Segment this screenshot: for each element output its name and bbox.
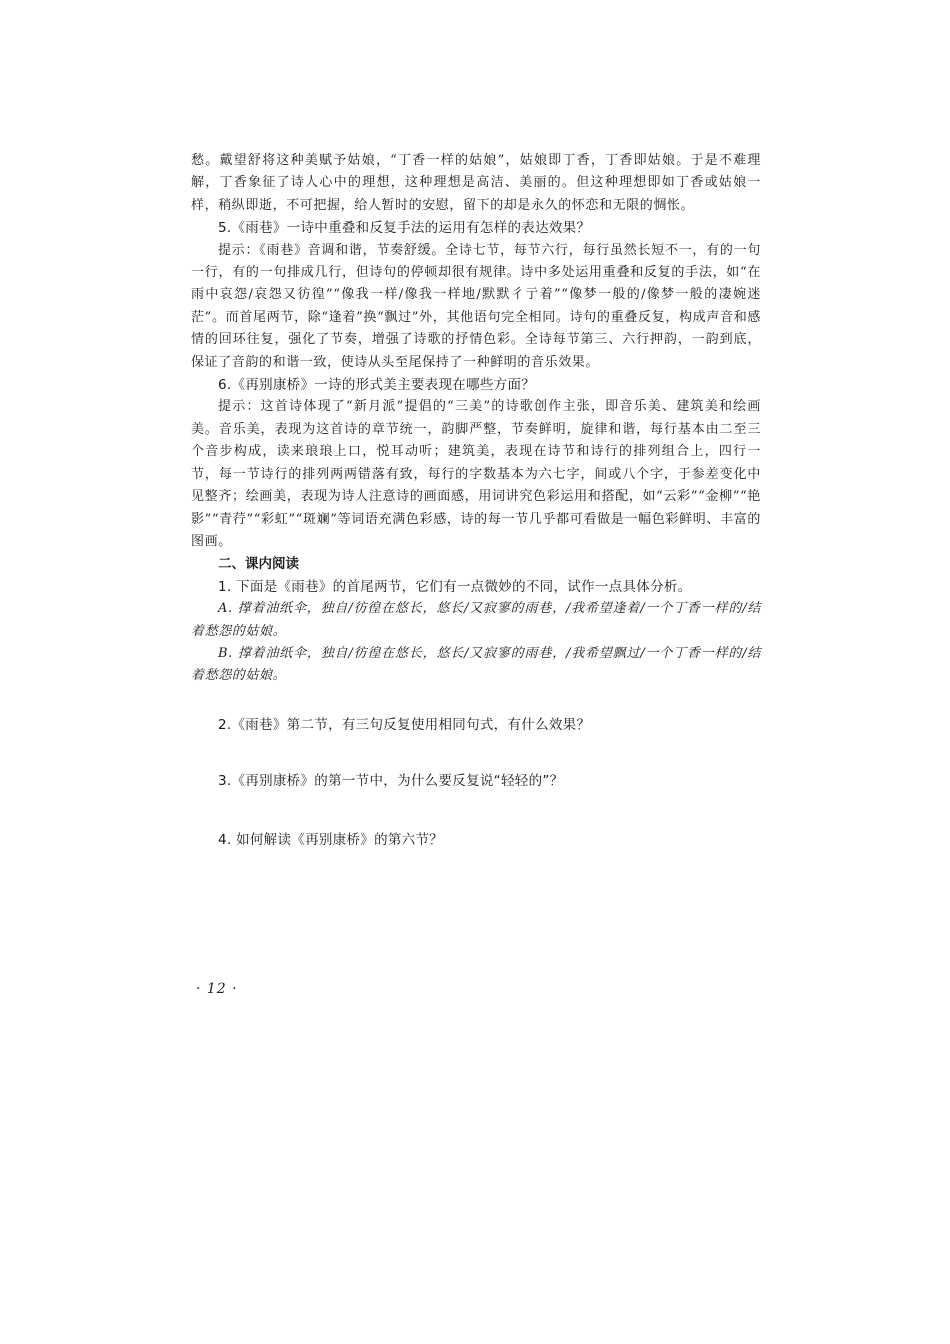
continuation-paragraph: 愁。戴望舒将这种美赋予姑娘，“丁香一样的姑娘”，姑娘即丁香，丁香即姑娘。于是不难理解，丁香象征了诗人心中的理想，这种理想是高洁、美丽的。但这种理想即如丁香或姑娘一样，稍纵即逝，不可把握，给人暂时的安慰，留下的却是永久的怀恋和无限的惆怅。 — [191, 153, 761, 213]
page-number: · 12 · — [196, 981, 238, 997]
answer-space-1 — [191, 688, 761, 714]
reading-question-1: 1. 下面是《雨巷》的首尾两节，它们有一点微妙的不同，试作一点具体分析。 — [218, 578, 692, 595]
option-b: B. 撑着油纸伞，独自/彷徨在悠长，悠长/又寂寥的雨巷，/我希望飘过/一个丁香一样的/结着愁怨的姑娘。 — [191, 645, 761, 684]
reading-question-4: 4. 如何解读《再别康桥》的第六节？ — [218, 831, 444, 848]
reading-question-3: 3.《再别康桥》的第一节中，为什么要反复说“轻轻的”？ — [218, 773, 564, 790]
answer-space-2 — [191, 736, 761, 770]
reading-question-2: 2.《雨巷》第二节，有三句反复使用相同句式，有什么效果？ — [218, 716, 591, 733]
section-title-in-class-reading: 二、课内阅读 — [218, 556, 299, 573]
question-6: 6.《再别康桥》一诗的形式美主要表现在哪些方面？ — [218, 377, 536, 394]
hint-6: 提示：这首诗体现了“新月派”提倡的“三美”的诗歌创作主张，即音乐美、建筑美和绘画美。音乐美，表现为这首诗的章节统一，韵脚严整，节奏鲜明，旋律和谐，每行基本由二至三个音步构成，读来琅琅上口，悦耳动听；建筑美，表现在诗节和诗行的排列组合上，四行一节，每一节诗行的排列两两错落有致，每行的字数基本为六七字，间或八个字，于参差变化中见整齐；绘画美，表现为诗人注意诗的画面感，用词讲究色彩运用和搭配，如“云彩”“金柳”“艳影”“青荇”“彩虹”“斑斓”等词语充满色彩感，诗的每一节几乎都可看做是一幅色彩鲜明、丰富的图画。 — [191, 399, 761, 549]
question-5: 5.《雨巷》一诗中重叠和反复手法的运用有怎样的表达效果？ — [218, 220, 591, 237]
answer-space-3 — [191, 793, 761, 829]
hint-5: 提示：《雨巷》音调和谐，节奏舒缓。全诗七节，每节六行，每行虽然长短不一，有的一句一行，有的一句排成几行，但诗句的停顿却很有规律。诗中多处运用重叠和反复的手法，如“在雨中哀怨/哀怨又彷徨”“像我一样/像我一样地/默默彳亍着”“像梦一般的/像梦一般的凄婉迷茫”。而首尾两节，除“逢着”换“飘过”外，其他语句完全相同。诗句的重叠反复，构成声音和感情的回环往复，强化了节奏，增强了诗歌的抒情色彩。全诗每节第三、六行押韵，一韵到底，保证了音韵的和谐一致，使诗从头至尾保持了一种鲜明的音乐效果。 — [191, 242, 761, 370]
page-content — [191, 150, 761, 851]
option-a: A. 撑着油纸伞，独自/彷徨在悠长，悠长/又寂寥的雨巷，/我希望逢着/一个丁香一样的/结着愁怨的姑娘。 — [191, 601, 761, 639]
